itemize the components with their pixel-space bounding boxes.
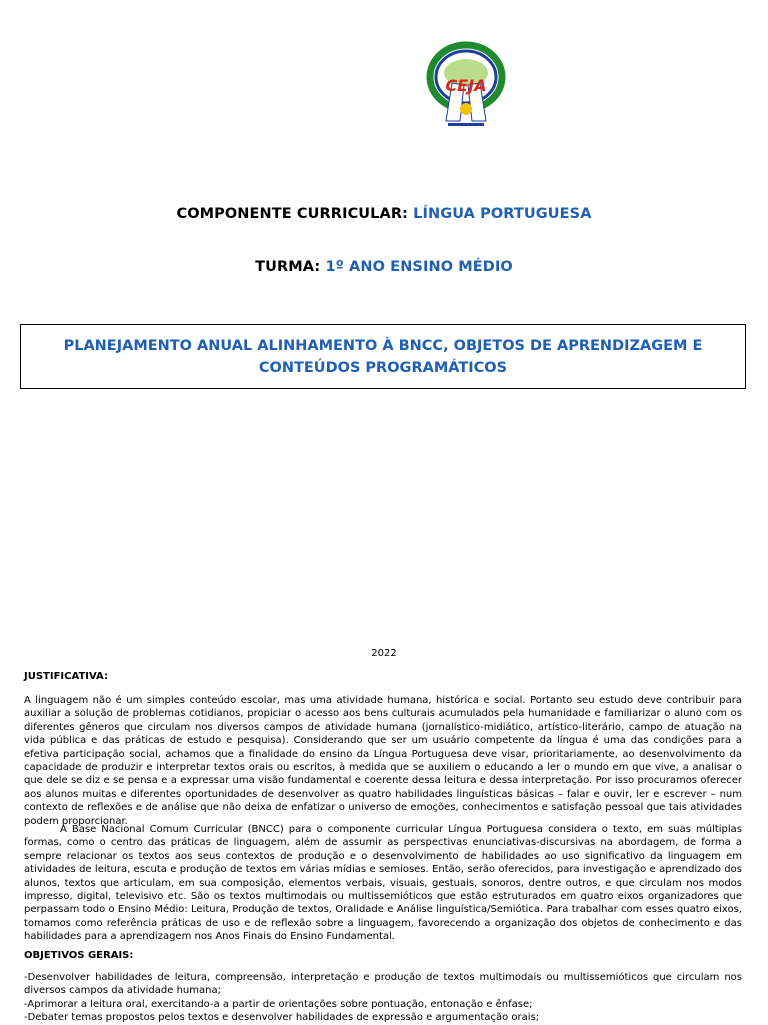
component-heading [0,206,768,222]
component-value: LÍNGUA PORTUGUESA [413,206,592,222]
justificativa-paragraph-2: A Base Nacional Comum Curricular (BNCC) para o componente curricular Língua Portuguesa considera o texto, em suas múltiplas formas, como o centro das práticas de linguagem, além de assumir as perspectivas enunciativas-discursivas na abordagem, de forma a sempre relacionar os textos aos seus contextos de produção e o desenvolvimento de habilidades ao uso significativo da linguagem em atividades de leitura, escuta e produção de textos em várias mídias e semioses. Então, serão oferecidos, para investigação e aprendizado dos alunos, textos que articulam, em sua composição, elementos verbais, visuais, gestuais, sonoros, dentre outros, e que circulam nos modos impresso, digital, televisivo etc. São os textos multimodais ou multissemióticos que estão estruturados em quatro eixos organizadores que perpassam todo o Ensino Médio: Leitura, Produção de textos, Oralidade e Análise linguística/Semiótica. Para trabalhar com esses quatro eixos, tomamos como referência práticas de uso e de reflexão sobre a linguagem, favorecendo a organização dos objetos de conhecimento e das habilidades para a aprendizagem nos Anos Finais do Ensino Fundamental. [24,824,742,943]
component-label: COMPONENTE CURRICULAR: [176,206,409,222]
plan-title: PLANEJAMENTO ANUAL ALINHAMENTO À BNCC, OBJETOS DE APRENDIZAGEM E CONTEÚDOS PROGRAMÁTICOS [63,337,703,376]
objetivos-list [24,971,742,1025]
plan-title-box [20,324,746,389]
school-logo [374,25,559,131]
objetivo-item: -Aprimorar a leitura oral, exercitando-a a partir de orientações sobre pontuação, entonação e ênfase; [24,998,533,1010]
justificativa-paragraph-1: A linguagem não é um simples conteúdo escolar, mas uma atividade humana, histórica e social. Portanto seu estudo deve contribuir para auxiliar a solução de problemas cotidianos, propiciar o acesso aos bens culturais acumulados pela humanidade e familiarizar o aluno com os diferentes gêneros que circulam nos diversos campos de atividade humana (jornalístico-midiático, artístico-literário, campo de atuação na vida pública e das práticas de estudo e pesquisa). Considerando que ser um usuário competente da língua é uma das condições para a efetiva participação social, achamos que a finalidade do ensino da Língua Portuguesa deve visar, prioritariamente, ao desenvolvimento da capacidade de produzir e interpretar textos orais ou escritos, à medida que se auxiliem o educando a ler o mundo em que vive, a analisar o que dele se diz e se pensa e a expressar uma visão fundamental e coerente dessa leitura e dessa interpretação. Por isso procuramos oferecer aos alunos muitas e diferentes oportunidades de desenvolver as quatro habilidades linguísticas básicas – falar e ouvir, ler e escrever – num contexto de reflexões e de análise que não deixa de enfatizar o universo de emoções, conhecimentos e satisfação pessoal que tais atividades podem proporcionar. [24,695,742,827]
logo-base [448,123,484,126]
justificativa-heading: JUSTIFICATIVA: [24,671,108,682]
objetivos-heading: OBJETIVOS GERAIS: [24,950,134,961]
class-label: TURMA: [255,259,321,275]
document-year: 2022 [371,648,397,659]
objetivo-item: -Desenvolver habilidades de leitura, compreensão, interpretação e produção de textos multimodais ou multissemióticos que circulam nos diversos campos da atividade humana; [24,972,742,997]
logo-sun [460,103,472,115]
class-value: 1º ANO ENSINO MÉDIO [325,259,513,275]
objetivo-item: -Debater temas propostos pelos textos e desenvolver habilidades de expressão e argumentação orais; [24,1012,540,1024]
class-heading [0,259,768,275]
logo-letters: CEJA [445,76,487,95]
